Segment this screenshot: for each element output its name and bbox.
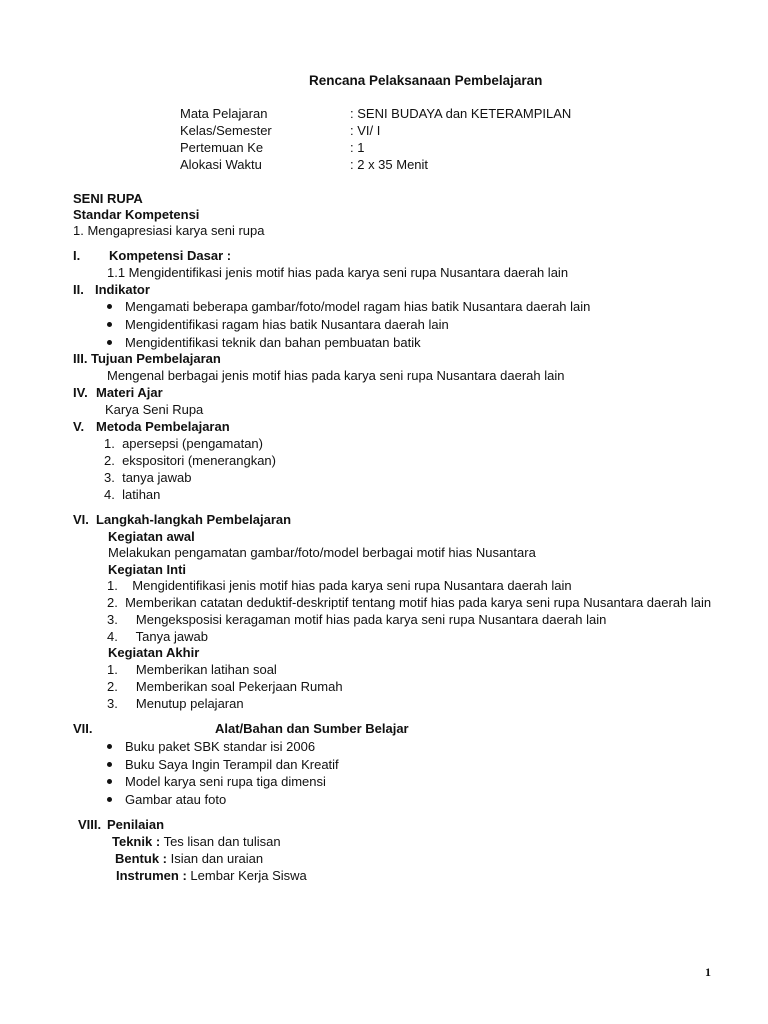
section-5-title: Metoda Pembelajaran bbox=[96, 419, 230, 434]
inti-number: 2. bbox=[107, 595, 118, 610]
penilaian-label: Teknik : bbox=[112, 834, 161, 849]
indikator-item: Mengamati beberapa gambar/foto/model ragam hias batik Nusantara daerah lain bbox=[107, 298, 590, 315]
section-1-title: Kompetensi Dasar : bbox=[109, 248, 232, 263]
metoda-item bbox=[104, 469, 191, 486]
metoda-number: 3. bbox=[104, 470, 115, 485]
penilaian-label: Bentuk : bbox=[115, 851, 167, 866]
penilaian-value: Isian dan uraian bbox=[170, 851, 264, 866]
document-title: Rencana Pelaksanaan Pembelajaran bbox=[309, 73, 543, 88]
meta-label: Alokasi Waktu bbox=[180, 157, 262, 172]
meta-label: Kelas/Semester bbox=[180, 123, 272, 138]
section-8-title: Penilaian bbox=[107, 817, 165, 832]
inti-text: Tanya jawab bbox=[135, 629, 208, 644]
kegiatan-awal-text: Melakukan pengamatan gambar/foto/model berbagai motif hias Nusantara bbox=[108, 545, 536, 560]
meta-row-class bbox=[180, 122, 380, 139]
metoda-text: latihan bbox=[122, 487, 161, 502]
metoda-text: tanya jawab bbox=[122, 470, 192, 485]
subject-heading: SENI RUPA bbox=[73, 191, 143, 206]
meta-value: : SENI BUDAYA dan KETERAMPILAN bbox=[350, 106, 572, 121]
kegiatan-inti-item bbox=[107, 577, 572, 594]
penilaian-label: Instrumen : bbox=[116, 868, 187, 883]
section-2-number: II. bbox=[73, 282, 84, 297]
section-1-item: 1.1 Mengidentifikasi jenis motif hias pada karya seni rupa Nusantara daerah lain bbox=[107, 265, 569, 280]
kegiatan-akhir-item bbox=[107, 695, 244, 712]
akhir-number: 3. bbox=[107, 696, 118, 711]
akhir-text: Menutup pelajaran bbox=[135, 696, 244, 711]
section-7-title: Alat/Bahan dan Sumber Belajar bbox=[215, 721, 409, 736]
section-2-title: Indikator bbox=[95, 282, 150, 297]
indikator-item: Mengidentifikasi ragam hias batik Nusantara daerah lain bbox=[107, 316, 449, 333]
metoda-text: apersepsi (pengamatan) bbox=[122, 436, 263, 451]
metoda-item bbox=[104, 452, 276, 469]
meta-row-time bbox=[180, 156, 428, 173]
penilaian-row-teknik bbox=[112, 833, 281, 850]
metoda-number: 2. bbox=[104, 453, 115, 468]
meta-value: : 1 bbox=[350, 140, 365, 155]
metoda-item bbox=[104, 486, 160, 503]
meta-label: Pertemuan Ke bbox=[180, 140, 264, 155]
inti-text: Mengidentifikasi jenis motif hias pada karya seni rupa Nusantara daerah lain bbox=[132, 578, 572, 593]
inti-text: Mengeksposisi keragaman motif hias pada karya seni rupa Nusantara daerah lain bbox=[135, 612, 607, 627]
kegiatan-akhir-item bbox=[107, 678, 343, 695]
inti-number: 4. bbox=[107, 629, 118, 644]
section-3-title: Tujuan Pembelajaran bbox=[91, 351, 221, 366]
metoda-number: 4. bbox=[104, 487, 115, 502]
section-6-number: VI. bbox=[73, 512, 89, 527]
metoda-text: ekspositori (menerangkan) bbox=[122, 453, 276, 468]
penilaian-row-instrumen bbox=[116, 867, 307, 884]
alat-item: Buku paket SBK standar isi 2006 bbox=[107, 738, 315, 755]
metoda-item bbox=[104, 435, 263, 452]
standar-item: 1. Mengapresiasi karya seni rupa bbox=[73, 223, 265, 238]
section-6-title: Langkah-langkah Pembelajaran bbox=[96, 512, 292, 527]
alat-item: Model karya seni rupa tiga dimensi bbox=[107, 773, 326, 790]
kegiatan-inti-heading: Kegiatan Inti bbox=[108, 562, 187, 577]
penilaian-value: Tes lisan dan tulisan bbox=[163, 834, 281, 849]
section-3-number: III. bbox=[73, 351, 88, 366]
metoda-number: 1. bbox=[104, 436, 115, 451]
kegiatan-awal-heading: Kegiatan awal bbox=[108, 529, 195, 544]
penilaian-row-bentuk bbox=[115, 850, 263, 867]
kegiatan-inti-item bbox=[107, 628, 208, 645]
section-1-number: I. bbox=[73, 248, 81, 263]
section-7-number: VII. bbox=[73, 721, 93, 736]
meta-label: Mata Pelajaran bbox=[180, 106, 268, 121]
meta-row-subject bbox=[180, 105, 571, 122]
alat-item: Gambar atau foto bbox=[107, 791, 226, 808]
akhir-number: 1. bbox=[107, 662, 118, 677]
indikator-item: Mengidentifikasi teknik dan bahan pembuatan batik bbox=[107, 334, 421, 351]
penilaian-value: Lembar Kerja Siswa bbox=[190, 868, 307, 883]
section-8-number: VIII. bbox=[78, 817, 102, 832]
section-5-number: V. bbox=[73, 419, 85, 434]
kegiatan-akhir-heading: Kegiatan Akhir bbox=[108, 645, 200, 660]
akhir-text: Memberikan soal Pekerjaan Rumah bbox=[135, 679, 343, 694]
page-number: 1 bbox=[705, 965, 711, 979]
section-4-title: Materi Ajar bbox=[96, 385, 163, 400]
inti-number: 3. bbox=[107, 612, 118, 627]
inti-number: 1. bbox=[107, 578, 118, 593]
akhir-text: Memberikan latihan soal bbox=[135, 662, 277, 677]
kegiatan-inti-item bbox=[107, 611, 606, 628]
section-3-item: Mengenal berbagai jenis motif hias pada karya seni rupa Nusantara daerah lain bbox=[107, 368, 565, 383]
kegiatan-akhir-item bbox=[107, 661, 277, 678]
meta-value: : 2 x 35 Menit bbox=[350, 157, 429, 172]
section-4-item: Karya Seni Rupa bbox=[105, 402, 204, 417]
kegiatan-inti-item bbox=[107, 594, 711, 611]
meta-value: : VI/ I bbox=[350, 123, 381, 138]
section-4-number: IV. bbox=[73, 385, 88, 400]
standar-heading: Standar Kompetensi bbox=[73, 207, 200, 222]
akhir-number: 2. bbox=[107, 679, 118, 694]
alat-item: Buku Saya Ingin Terampil dan Kreatif bbox=[107, 756, 339, 773]
meta-row-meeting bbox=[180, 139, 364, 156]
inti-text: Memberikan catatan deduktif-deskriptif tentang motif hias pada karya seni rupa Nusantara daerah lain bbox=[125, 595, 712, 610]
